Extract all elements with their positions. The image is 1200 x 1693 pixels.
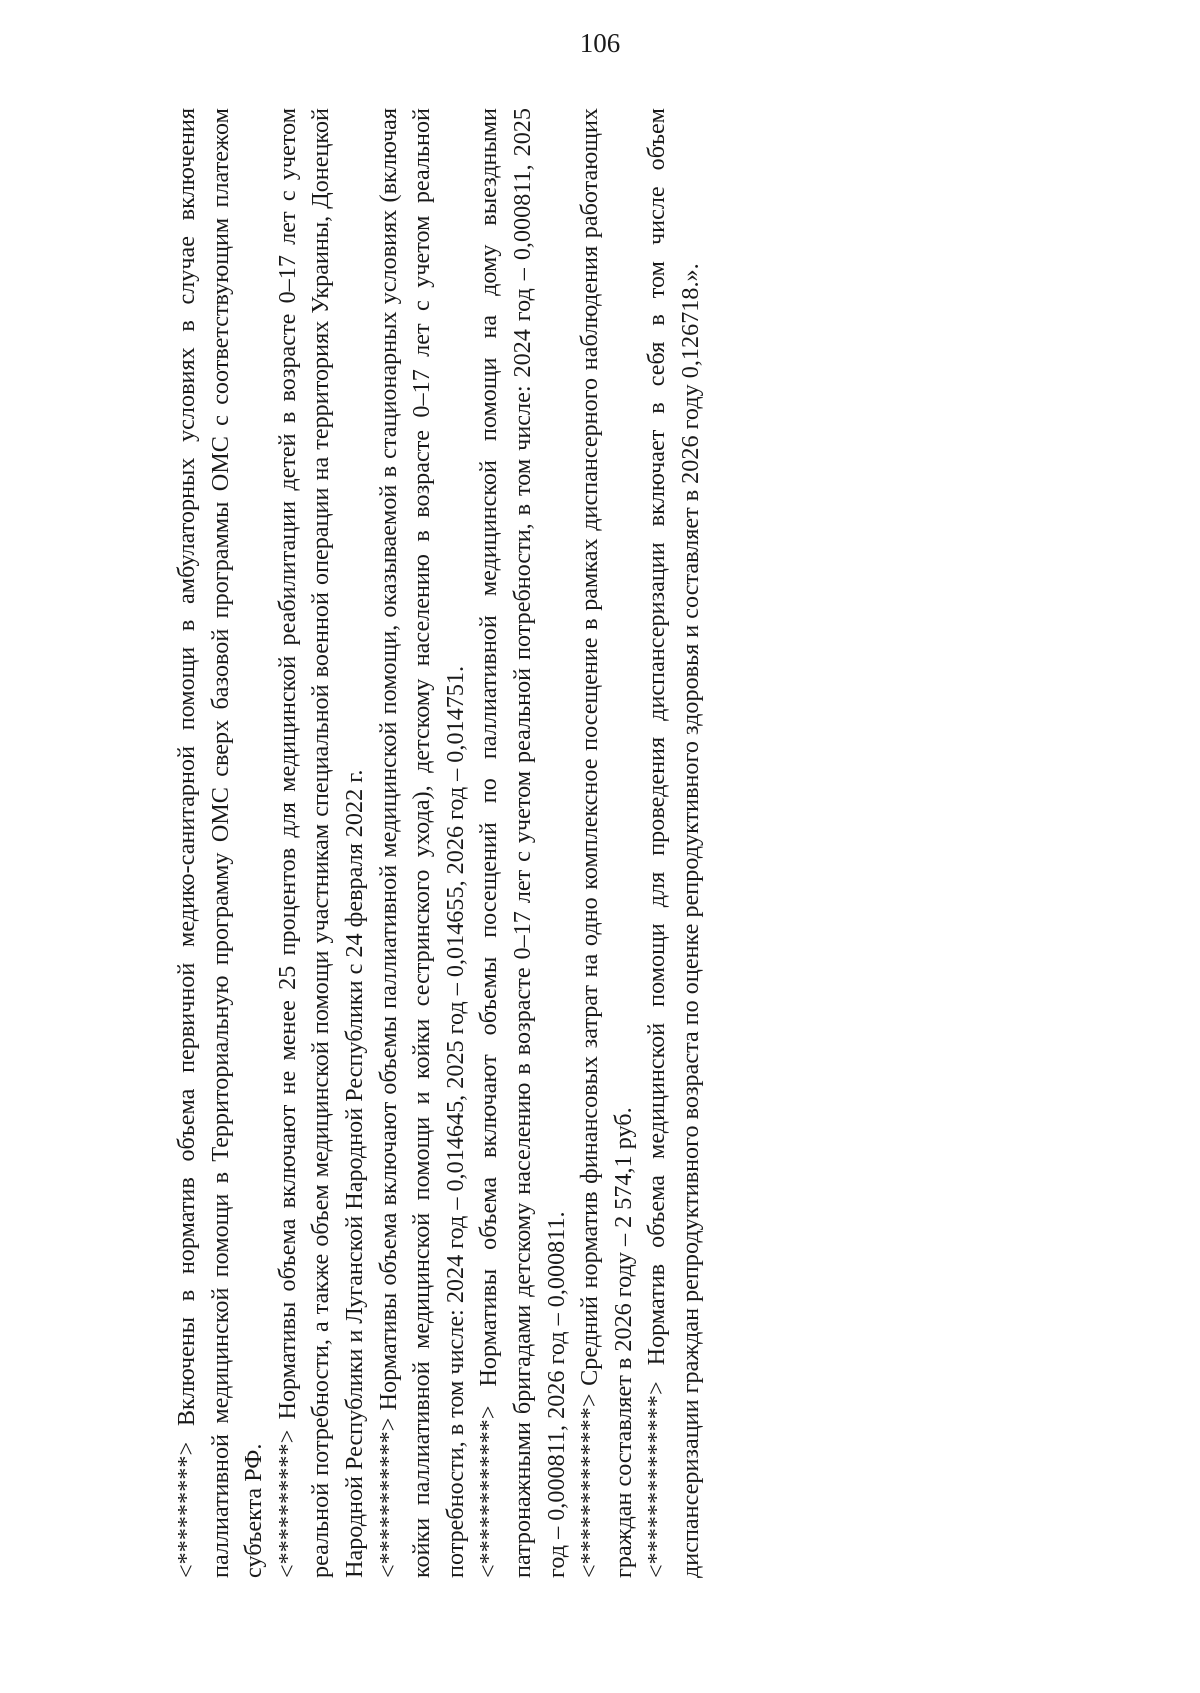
footnote-text: Норматив объема медицинской помощи для проведения диспансеризации включает в себя в том числе объем диспансеризации граждан репродуктивного возраста по оценке репродуктивного здоровья и составляет в 2026 году 0,126718.». xyxy=(643,108,704,1578)
footnote-5 xyxy=(573,108,640,1578)
footnote-marker: <*********> xyxy=(173,1441,200,1578)
footnote-text: Включены в норматив объема первичной медико-санитарной помощи в амбулаторных условиях в случае включения паллиативной медицинской помощи в Территориальную программу ОМС сверх базовой программы ОМС с соответствующим платежом субъекта РФ. xyxy=(173,108,268,1578)
footnote-4 xyxy=(472,108,573,1578)
footnote-text: Нормативы объема включают объемы посещений по паллиативной медицинской помощи на дому выездными патронажными бригадами детскому населению в возрасте 0–17 лет с учетом реальной потребности, в том числе: 2024 год – 0,000811, 2025 год – 0,000811, 2026 год – 0,000811. xyxy=(475,107,570,1578)
footnote-3 xyxy=(372,108,473,1578)
footnote-2 xyxy=(271,108,372,1578)
footnote-text: Нормативы объема включают объемы паллиативной медицинской помощи, оказываемой в стационарных условиях (включая койки паллиативной медицинской помощи и койки сестринского ухода), детскому населению в возрасте 0–17 лет с учетом реальной потребности, в том числе: 2024 год – 0,014645, 2025 год – 0,014655, 2026 год – 0,014751. xyxy=(374,108,469,1578)
page-number: 106 xyxy=(579,28,621,58)
footnote-marker: <**********> xyxy=(273,1429,301,1578)
footnote-marker: <**************> xyxy=(643,1381,671,1578)
footnote-1 xyxy=(170,108,271,1578)
footnotes-block xyxy=(170,108,708,1578)
footnote-text: Нормативы объема включают не менее 25 процентов для медицинской реабилитации детей в возрасте 0–17 лет с учетом реальной потребности, а также объем медицинской помощи участникам специальной военной операции на территориях Украины, Донецкой Народной Республики и Луганской Народной Республики с 24 февраля 2022 г. xyxy=(273,107,368,1578)
footnote-marker: <*************> xyxy=(576,1393,604,1578)
footnote-marker: <***********> xyxy=(374,1417,402,1578)
footnote-6 xyxy=(640,108,707,1578)
footnote-marker: <************> xyxy=(475,1405,503,1578)
footnote-text: Средний норматив финансовых затрат на одно комплексное посещение в рамках диспансерного наблюдения работающих граждан составляет в 2026 году – 2 574,1 руб. xyxy=(576,107,637,1578)
